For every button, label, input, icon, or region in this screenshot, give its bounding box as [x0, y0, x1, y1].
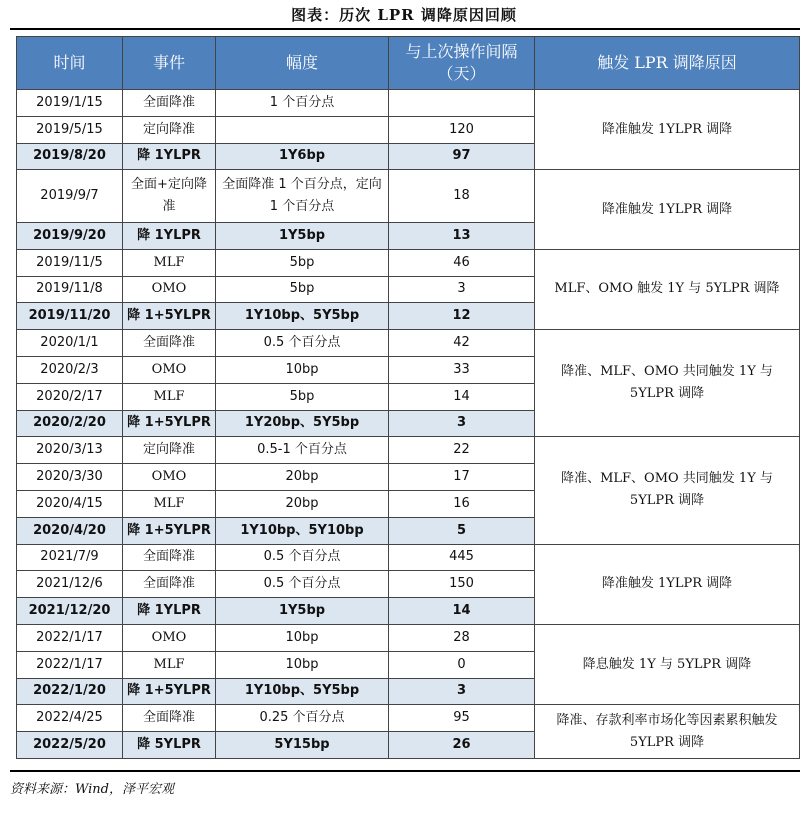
amount-cell: 1Y10bp、5Y10bp — [216, 517, 389, 544]
event-cell: 降 1+5YLPR — [123, 410, 216, 437]
date-cell: 2022/1/20 — [17, 678, 123, 705]
header-row — [17, 37, 800, 90]
reason-cell: 降准、MLF、OMO 共同触发 1Y 与 5YLPR 调降 — [535, 330, 800, 437]
reason-cell: 降准触发 1YLPR 调降 — [535, 90, 800, 170]
event-cell: 降 1YLPR — [123, 598, 216, 625]
event-cell: OMO — [123, 624, 216, 651]
amount-cell: 全面降准 1 个百分点，定向 1 个百分点 — [216, 170, 389, 223]
table-row — [17, 437, 800, 464]
amount-cell — [216, 116, 389, 143]
date-cell: 2019/11/8 — [17, 276, 123, 303]
bottom-rule — [10, 770, 800, 772]
date-cell: 2022/4/25 — [17, 705, 123, 732]
amount-cell: 0.5 个百分点 — [216, 544, 389, 571]
amount-cell: 1 个百分点 — [216, 90, 389, 117]
event-cell: 全面降准 — [123, 544, 216, 571]
date-cell: 2020/3/30 — [17, 464, 123, 491]
figure-title: 图表：历次 LPR 调降原因回顾 — [291, 6, 517, 24]
event-cell: 降 1YLPR — [123, 143, 216, 170]
amount-cell: 5Y15bp — [216, 732, 389, 759]
interval-cell: 445 — [389, 544, 535, 571]
interval-cell: 28 — [389, 624, 535, 651]
event-cell: 全面+定向降准 — [123, 170, 216, 223]
event-cell: OMO — [123, 356, 216, 383]
amount-cell: 0.5 个百分点 — [216, 571, 389, 598]
interval-cell: 18 — [389, 170, 535, 223]
amount-cell: 1Y5bp — [216, 222, 389, 249]
event-cell: 定向降准 — [123, 116, 216, 143]
amount-cell: 1Y10bp、5Y5bp — [216, 678, 389, 705]
event-cell: MLF — [123, 490, 216, 517]
date-cell: 2019/9/7 — [17, 170, 123, 223]
date-cell: 2019/1/15 — [17, 90, 123, 117]
interval-cell: 42 — [389, 330, 535, 357]
date-cell: 2020/3/13 — [17, 437, 123, 464]
interval-cell: 95 — [389, 705, 535, 732]
event-cell: 降 1+5YLPR — [123, 517, 216, 544]
date-cell: 2022/1/17 — [17, 624, 123, 651]
date-cell: 2019/9/20 — [17, 222, 123, 249]
interval-cell: 120 — [389, 116, 535, 143]
interval-cell: 3 — [389, 410, 535, 437]
event-cell: 全面降准 — [123, 90, 216, 117]
amount-cell: 10bp — [216, 651, 389, 678]
interval-cell: 26 — [389, 732, 535, 759]
table-row — [17, 544, 800, 571]
amount-cell: 20bp — [216, 490, 389, 517]
interval-cell: 5 — [389, 517, 535, 544]
date-cell: 2021/7/9 — [17, 544, 123, 571]
amount-cell: 1Y10bp、5Y5bp — [216, 303, 389, 330]
interval-cell: 97 — [389, 143, 535, 170]
reason-cell: MLF、OMO 触发 1Y 与 5YLPR 调降 — [535, 249, 800, 329]
header-amount: 幅度 — [216, 37, 389, 90]
table-body — [17, 90, 800, 759]
interval-cell: 12 — [389, 303, 535, 330]
table-row — [17, 170, 800, 223]
amount-cell: 10bp — [216, 624, 389, 651]
interval-cell: 46 — [389, 249, 535, 276]
event-cell: 降 1+5YLPR — [123, 303, 216, 330]
date-cell: 2020/2/20 — [17, 410, 123, 437]
event-cell: OMO — [123, 276, 216, 303]
date-cell: 2021/12/20 — [17, 598, 123, 625]
event-cell: 全面降准 — [123, 705, 216, 732]
top-rule — [10, 28, 800, 30]
interval-cell: 3 — [389, 678, 535, 705]
interval-cell: 3 — [389, 276, 535, 303]
header-date: 时间 — [17, 37, 123, 90]
event-cell: MLF — [123, 651, 216, 678]
interval-cell: 14 — [389, 383, 535, 410]
interval-cell: 17 — [389, 464, 535, 491]
source-note: 资料来源：Wind，泽平宏观 — [10, 782, 174, 797]
lpr-table — [16, 36, 800, 759]
date-cell: 2021/12/6 — [17, 571, 123, 598]
amount-cell: 5bp — [216, 276, 389, 303]
interval-cell: 0 — [389, 651, 535, 678]
amount-cell: 20bp — [216, 464, 389, 491]
interval-cell: 16 — [389, 490, 535, 517]
date-cell: 2020/2/17 — [17, 383, 123, 410]
event-cell: MLF — [123, 383, 216, 410]
date-cell: 2019/5/15 — [17, 116, 123, 143]
interval-cell: 22 — [389, 437, 535, 464]
date-cell: 2020/1/1 — [17, 330, 123, 357]
header-interval: 与上次操作间隔（天） — [389, 37, 535, 90]
table-row — [17, 249, 800, 276]
amount-cell: 0.5 个百分点 — [216, 330, 389, 357]
event-cell: 全面降准 — [123, 330, 216, 357]
interval-cell: 33 — [389, 356, 535, 383]
interval-cell: 14 — [389, 598, 535, 625]
reason-cell: 降准、存款利率市场化等因素累积触发 5YLPR 调降 — [535, 705, 800, 759]
event-cell: OMO — [123, 464, 216, 491]
table-row — [17, 330, 800, 357]
header-event: 事件 — [123, 37, 216, 90]
event-cell: 降 5YLPR — [123, 732, 216, 759]
amount-cell: 1Y20bp、5Y5bp — [216, 410, 389, 437]
date-cell: 2019/11/20 — [17, 303, 123, 330]
interval-cell — [389, 90, 535, 117]
amount-cell: 5bp — [216, 383, 389, 410]
event-cell: 降 1+5YLPR — [123, 678, 216, 705]
event-cell: 降 1YLPR — [123, 222, 216, 249]
table-row — [17, 705, 800, 732]
interval-cell: 13 — [389, 222, 535, 249]
date-cell: 2022/1/17 — [17, 651, 123, 678]
header-reason: 触发 LPR 调降原因 — [535, 37, 800, 90]
date-cell: 2020/2/3 — [17, 356, 123, 383]
date-cell: 2019/8/20 — [17, 143, 123, 170]
amount-cell: 0.5-1 个百分点 — [216, 437, 389, 464]
reason-cell: 降息触发 1Y 与 5YLPR 调降 — [535, 624, 800, 704]
date-cell: 2020/4/20 — [17, 517, 123, 544]
amount-cell: 1Y6bp — [216, 143, 389, 170]
event-cell: 定向降准 — [123, 437, 216, 464]
amount-cell: 1Y5bp — [216, 598, 389, 625]
amount-cell: 0.25 个百分点 — [216, 705, 389, 732]
reason-cell: 降准触发 1YLPR 调降 — [535, 170, 800, 249]
interval-cell: 150 — [389, 571, 535, 598]
date-cell: 2020/4/15 — [17, 490, 123, 517]
event-cell: MLF — [123, 249, 216, 276]
date-cell: 2019/11/5 — [17, 249, 123, 276]
reason-cell: 降准、MLF、OMO 共同触发 1Y 与 5YLPR 调降 — [535, 437, 800, 544]
amount-cell: 5bp — [216, 249, 389, 276]
reason-cell: 降准触发 1YLPR 调降 — [535, 544, 800, 624]
table-row — [17, 624, 800, 651]
date-cell: 2022/5/20 — [17, 732, 123, 759]
table-row — [17, 90, 800, 117]
amount-cell: 10bp — [216, 356, 389, 383]
event-cell: 全面降准 — [123, 571, 216, 598]
